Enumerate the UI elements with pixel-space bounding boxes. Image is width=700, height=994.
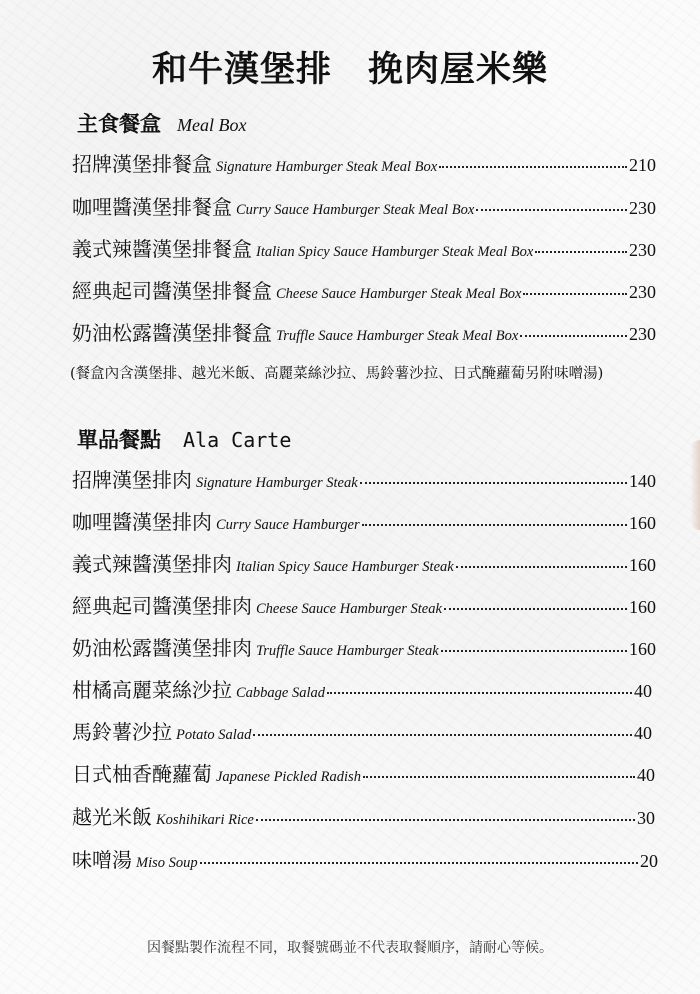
menu-title: 和牛漢堡排 挽肉屋米樂 [151,49,548,90]
item-name-en: Potato Salad [176,727,252,743]
dot-leader [441,650,627,652]
section-heading-zh: 單品餐點 [77,427,161,452]
item-price: 210 [629,155,656,175]
item-price: 230 [629,240,656,260]
item-name-zh: 招牌漢堡排肉 [72,468,192,492]
dot-leader [444,608,627,610]
section-heading-en: Ala Carte [183,428,292,452]
menu-item-a-la-carte [72,758,655,786]
item-name-zh: 日式柚香醃蘿蔔 [72,762,212,786]
dot-leader [327,692,632,694]
dot-leader [523,293,627,295]
item-name-zh: 奶油松露醬漢堡排肉 [72,636,252,660]
dot-leader [476,209,627,211]
footer-notice: 因餐點製作流程不同，取餐號碼並不代表取餐順序，請耐心等候。 [147,940,553,956]
section-heading-a-la-carte [77,424,291,454]
item-price: 160 [629,513,656,533]
item-name-zh: 越光米飯 [72,805,152,829]
item-price: 160 [629,597,656,617]
item-name-en: Japanese Pickled Radish [216,769,361,785]
item-name-en: Signature Hamburger Steak [196,475,358,491]
item-name-zh: 招牌漢堡排餐盒 [72,152,212,176]
item-name-zh: 馬鈴薯沙拉 [72,720,172,744]
dot-leader [362,524,627,526]
item-name-zh: 咖哩醬漢堡排肉 [72,510,212,534]
item-name-en: Italian Spicy Sauce Hamburger Steak Meal Box [256,244,534,260]
section-heading-en: Meal Box [177,115,247,135]
section-heading-meal-box [77,108,246,138]
item-name-en: Signature Hamburger Steak Meal Box [216,159,438,175]
item-price: 140 [629,471,656,491]
dot-leader [456,566,627,568]
item-name-en: Truffle Sauce Hamburger Steak [256,643,439,659]
item-price: 40 [634,681,652,701]
dot-leader [520,335,627,337]
item-name-en: Cheese Sauce Hamburger Steak [256,601,442,617]
menu-item-a-la-carte [72,632,656,660]
item-name-zh: 經典起司醬漢堡排餐盒 [72,279,272,303]
item-name-zh: 義式辣醬漢堡排餐盒 [72,237,252,261]
dot-leader [253,734,632,736]
dot-leader [363,776,635,778]
dot-leader [256,819,635,821]
menu-item-a-la-carte [72,844,658,872]
dot-leader [200,862,638,864]
item-name-en: Koshihikari Rice [156,812,254,828]
meal-box-note: (餐盒內含漢堡排、越光米飯、高麗菜絲沙拉、馬鈴薯沙拉、日式醃蘿蔔另附味噌湯) [70,366,604,382]
menu-item-a-la-carte [72,590,656,618]
item-name-en: Truffle Sauce Hamburger Steak Meal Box [276,328,519,344]
item-name-en: Italian Spicy Sauce Hamburger Steak [236,559,454,575]
item-price: 40 [637,765,655,785]
menu-item-meal-box [72,317,656,345]
paper-edge-shadow [690,440,700,530]
item-name-en: Cabbage Salad [236,685,326,701]
section-heading-zh: 主食餐盒 [77,111,161,136]
item-price: 230 [629,282,656,302]
dot-leader [439,166,627,168]
menu-item-a-la-carte [72,674,652,702]
menu-item-a-la-carte [72,464,656,492]
item-price: 230 [629,324,656,344]
item-name-zh: 柑橘高麗菜絲沙拉 [72,678,232,702]
menu-item-meal-box [72,275,656,303]
item-price: 30 [637,808,655,828]
item-name-zh: 經典起司醬漢堡排肉 [72,594,252,618]
menu-item-a-la-carte [72,801,655,829]
item-price: 40 [634,723,652,743]
dot-leader [535,251,627,253]
menu-item-a-la-carte [72,548,656,576]
menu-item-meal-box [72,148,656,176]
menu-item-a-la-carte [72,716,652,744]
menu-item-meal-box [72,191,656,219]
item-price: 20 [640,851,658,871]
item-name-en: Curry Sauce Hamburger Steak Meal Box [236,202,475,218]
item-name-en: Curry Sauce Hamburger [216,517,360,533]
item-name-zh: 味噌湯 [72,848,132,872]
item-price: 160 [629,555,656,575]
menu-item-meal-box [72,233,656,261]
item-price: 160 [629,639,656,659]
item-name-zh: 奶油松露醬漢堡排餐盒 [72,321,272,345]
menu-item-a-la-carte [72,506,656,534]
item-name-en: Cheese Sauce Hamburger Steak Meal Box [276,286,522,302]
item-price: 230 [629,198,656,218]
item-name-en: Miso Soup [136,855,198,871]
dot-leader [360,482,627,484]
item-name-zh: 義式辣醬漢堡排肉 [72,552,232,576]
item-name-zh: 咖哩醬漢堡排餐盒 [72,195,232,219]
